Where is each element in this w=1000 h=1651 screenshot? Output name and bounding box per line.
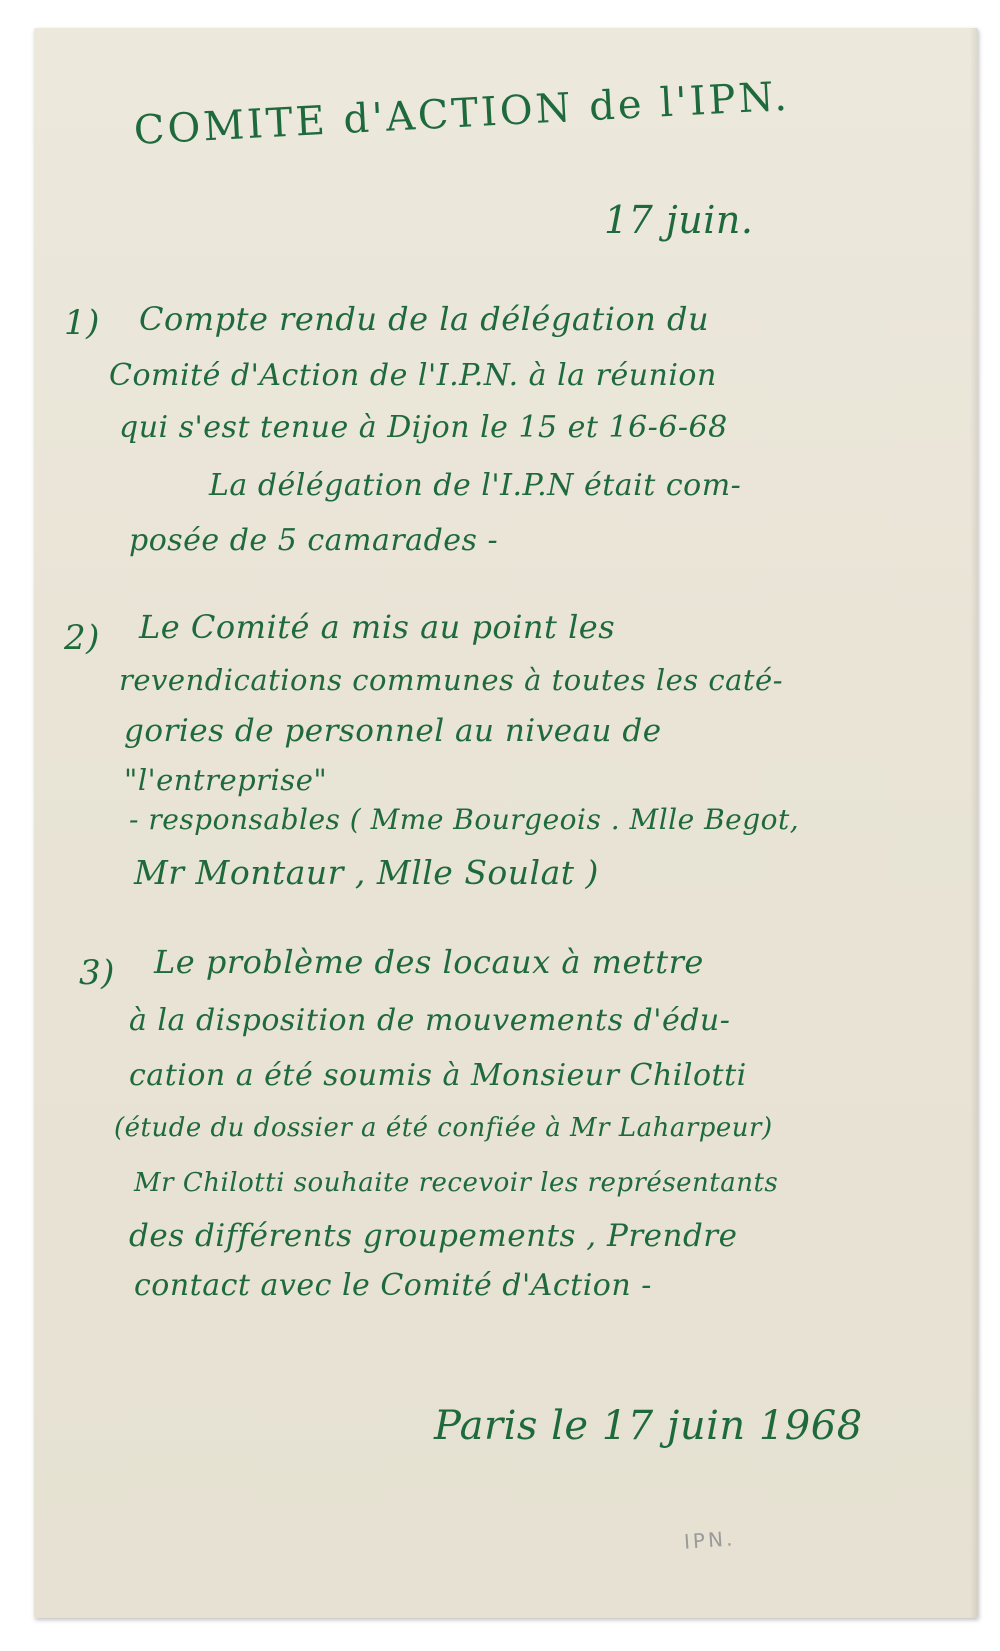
item-1-number: 1) — [64, 303, 100, 343]
ipn-stamp: IPN. — [683, 1526, 737, 1554]
item-3-line-2: à la disposition de mouvements d'édu- — [129, 1003, 731, 1038]
item-1-line-4: La délégation de l'I.P.N était com- — [209, 468, 742, 503]
item-2-line-5: - responsables ( Mme Bourgeois . Mlle Begot, — [129, 803, 800, 836]
item-1-line-2: Comité d'Action de l'I.P.N. à la réunion — [109, 358, 717, 393]
item-2-line-4: "l'entreprise" — [124, 763, 328, 797]
document-page — [34, 28, 978, 1618]
item-1-line-5: posée de 5 camarades - — [129, 523, 499, 558]
item-3-line-6: des différents groupements , Prendre — [129, 1218, 738, 1254]
item-2-line-1: Le Comité a mis au point les — [139, 608, 616, 646]
item-2-line-2: revendications communes à toutes les caté- — [119, 663, 783, 697]
item-2-number: 2) — [64, 618, 100, 658]
item-2-line-3: gories de personnel au niveau de — [124, 713, 662, 749]
paper-edge-shadow — [970, 28, 978, 1618]
item-2-line-6: Mr Montaur , Mlle Soulat ) — [134, 853, 599, 892]
item-3-line-1: Le problème des locaux à mettre — [154, 943, 704, 981]
item-1-line-3: qui s'est tenue à Dijon le 15 et 16-6-68 — [119, 410, 728, 445]
item-3-line-5: Mr Chilotti souhaite recevoir les représentants — [134, 1168, 779, 1198]
item-1-line-1: Compte rendu de la délégation du — [139, 300, 710, 338]
item-3-line-3: cation a été soumis à Monsieur Chilotti — [129, 1058, 747, 1093]
document-title: COMITE d'ACTION de l'IPN. — [132, 73, 791, 154]
signature-date-line: Paris le 17 juin 1968 — [434, 1403, 863, 1449]
item-3-line-4: (étude du dossier a été confiée à Mr Laharpeur) — [114, 1113, 773, 1143]
item-3-number: 3) — [79, 953, 115, 993]
document-date: 17 juin. — [604, 198, 754, 242]
item-3-line-7: contact avec le Comité d'Action - — [134, 1268, 652, 1303]
